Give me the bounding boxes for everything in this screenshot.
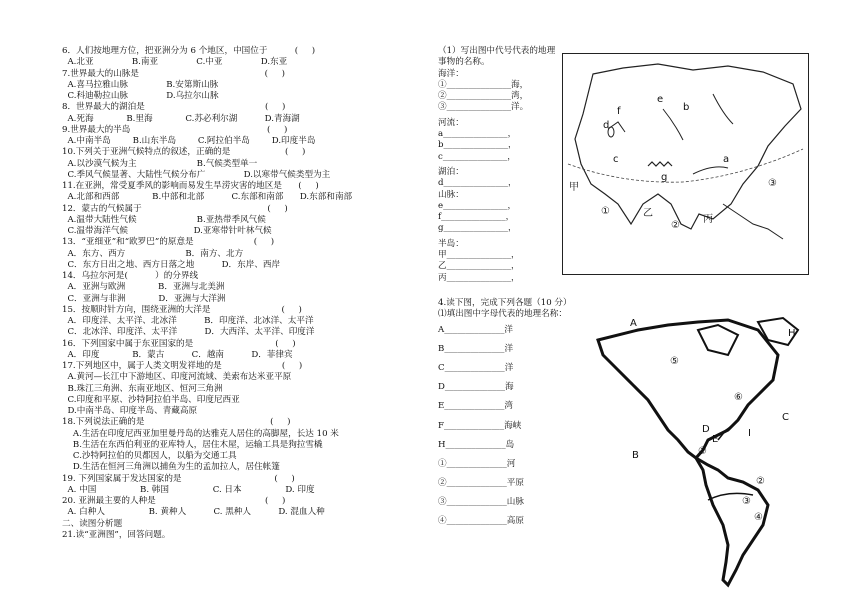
river-blank-b[interactable]: b_______________， (438, 140, 517, 151)
lake-blank-d[interactable]: d_______________， (438, 178, 517, 189)
mountain-blank-g[interactable]: g_______________， (438, 223, 517, 234)
map1-label-a: a (723, 154, 730, 165)
question-line: C．亚洲与非洲 D．亚洲与大洋洲 (62, 293, 226, 304)
americas-map (578, 300, 840, 592)
question-line: B.珠江三角洲、东南亚地区、恒河三角洲 (62, 383, 223, 394)
america-fill-section (438, 298, 578, 532)
river-blank-a[interactable]: a_______________， (438, 129, 517, 140)
asia-map-drawing (563, 54, 808, 274)
question-line: 12．蒙古的气候属于 ( ) (62, 203, 288, 214)
blank-plateau-4[interactable]: ④______________高原 (438, 516, 524, 527)
question-line: C.温带海洋气候 D.亚寒带针叶林气候 (62, 226, 272, 236)
question-line: A.以沙漠气候为主 B.气候类型单一 (62, 158, 258, 169)
question-line: A.黄河—长江中下游地区、印度河流域、美索布达米亚平原 (62, 372, 292, 383)
river-blank-c[interactable]: c_______________， (438, 151, 516, 162)
map2-label-2: ② (756, 476, 765, 487)
map2-label-A: A (630, 318, 637, 329)
question-line: 16．下列国家中属于东亚国家的是 ( ) (62, 338, 296, 349)
question-line: 18.下列说法正确的是 ( ) (62, 417, 291, 428)
ocean-label: 海洋： (438, 68, 464, 79)
question-line: C.季风气候显著、大陆性气候分布广 D.以寒带气候类型为主 (62, 169, 331, 180)
map2-label-I: I (748, 428, 751, 439)
question-line: 15．按顺时针方向，围绕亚洲的大洋是 ( ) (62, 304, 302, 315)
question-line: 10.下列关于亚洲气候特点的叙述，正确的是 ( ) (62, 147, 306, 158)
question-line: 19. 下列国家属于发达国家的是 ( ) (62, 473, 295, 484)
map2-label-E: E (712, 434, 719, 445)
q4-subtitle: ⑴填出图中字母代表的地理名称： (438, 309, 567, 320)
question-line: A. 中国 B. 韩国 C. 日本 D. 印度 (62, 484, 315, 495)
map1-label-1: ① (601, 206, 610, 217)
map2-label-6: ⑥ (734, 392, 743, 403)
map1-label-jia: 甲 (569, 182, 579, 193)
question-line: A. 白种人 B. 黄种人 C. 黑种人 D. 混血人种 (62, 507, 325, 518)
map2-label-5: ⑤ (670, 356, 679, 367)
map1-label-f: f (617, 106, 621, 117)
question-line: D.中南半岛、印度半岛、青藏高原 (62, 406, 198, 416)
question-line: 7.世界最大的山脉是 ( ) (62, 68, 285, 79)
peninsula-label: 半岛： (438, 238, 464, 249)
question-line: 二、读图分析题 (62, 518, 123, 529)
map1-label-3: ③ (768, 178, 777, 189)
question-line: 6．人们按地理方位，把亚洲分为 6 个地区，中国位于 ( ) (62, 46, 316, 56)
peninsula-blank-bing[interactable]: 丙_______________， (438, 272, 520, 283)
question-line: A．印度 B．蒙古 C．越南 D．菲律宾 (62, 349, 293, 360)
question-line: C．北冰洋、印度洋、太平洋 D．大西洋、太平洋、印度洋 (62, 327, 315, 338)
question-line: A.生活在印度尼西亚加里曼丹岛的达雅克人居住的高脚屋，长达 10 米 (62, 428, 339, 439)
mountain-label: 山脉： (438, 189, 464, 200)
blank-C[interactable]: C______________洋 (438, 362, 514, 373)
map1-label-bing: 丙 (703, 214, 713, 225)
question-line: C.沙特阿拉伯的贝都因人，以船为交通工具 (62, 451, 237, 461)
questions-column (62, 46, 432, 541)
question-line: A．亚洲与欧洲 B．亚洲与北美洲 (62, 282, 225, 293)
question-line: 13．“亚细亚”和“欧罗巴”的原意是 ( ) (62, 237, 275, 248)
map1-label-e: e (657, 94, 664, 105)
q4-title: 4.读下图，完成下列各题（10 分） (438, 298, 572, 308)
question-line: A．印度洋、太平洋、北冰洋 B．印度洋、北冰洋、太平洋 (62, 316, 314, 326)
question-line: C.科迪勒拉山脉 D.乌拉尔山脉 (62, 91, 219, 101)
map2-label-H: H (788, 328, 796, 339)
mountain-blank-f[interactable]: f_______________， (438, 212, 515, 223)
asia-map (562, 53, 809, 275)
river-label: 河流： (438, 117, 464, 128)
question-line: 21.读“亚洲图”，回答问题。 (62, 529, 171, 540)
blank-H[interactable]: H______________岛 (438, 439, 515, 450)
map2-label-B: B (632, 450, 639, 461)
map1-label-yi: 乙 (643, 208, 653, 219)
question-line: A.北亚 B.南亚 C.中亚 D.东亚 (62, 57, 288, 68)
ocean-blank-2[interactable]: ②_______________湾， (438, 91, 529, 102)
map2-label-1: ① (698, 446, 707, 457)
mountain-blank-e[interactable]: e_______________， (438, 200, 517, 211)
blank-B[interactable]: B______________洋 (438, 343, 514, 354)
peninsula-blank-jia[interactable]: 甲_______________， (438, 250, 520, 261)
question-line: A.北部和西部 B.中部和北部 C.东部和南部 D.东部和南部 (62, 192, 353, 203)
question-line: A.喜马拉雅山脉 B.安第斯山脉 (62, 79, 219, 90)
question-line: A．东方、西方 B．南方、北方 (62, 248, 244, 259)
blank-mountain-3[interactable]: ③______________山脉 (438, 497, 524, 508)
blank-D[interactable]: D______________海 (438, 382, 514, 393)
blank-A[interactable]: A______________洋 (438, 324, 513, 335)
question-line: 14．乌拉尔河是( ）的分界线 (62, 271, 199, 281)
question-line: D.生活在恒河三角洲以捕鱼为生的孟加拉人，居住帐篷 (62, 462, 280, 473)
blank-river-1[interactable]: ①______________河 (438, 458, 516, 469)
map2-label-D: D (702, 424, 710, 435)
map1-label-d: d (603, 120, 610, 131)
section-title-line1: （1）写出图中代号代表的地理 (438, 46, 556, 56)
question-line: 11.在亚洲，常受夏季风的影响而易发生旱涝灾害的地区是 ( ) (62, 181, 319, 191)
peninsula-blank-yi[interactable]: 乙_______________， (438, 261, 520, 272)
section-title-line2: 事物的名称。 (438, 57, 490, 68)
question-line: C.印度和平原、沙特阿拉伯半岛、印度尼西亚 (62, 394, 240, 405)
ocean-blank-1[interactable]: ①_______________海， (438, 79, 529, 90)
question-line: A.死海 B.里海 C.苏必利尔湖 D.青海湖 (62, 113, 300, 124)
map2-label-3: ③ (742, 496, 751, 507)
question-line: A.中南半岛 B.山东半岛 C.阿拉伯半岛 D.印度半岛 (62, 136, 316, 146)
map1-label-g: g (661, 172, 668, 183)
map2-label-4: ④ (754, 512, 763, 523)
blank-F[interactable]: F______________海峡 (438, 420, 522, 431)
americas-map-drawing (578, 300, 840, 592)
map1-label-c: c (613, 154, 619, 165)
question-line: C．东方日出之地、西方日落之地 D．东岸、西岸 (62, 259, 281, 270)
blank-plain-2[interactable]: ②______________平原 (438, 478, 524, 489)
blank-E[interactable]: E______________湾 (438, 401, 514, 412)
map1-label-b: b (683, 102, 690, 113)
map2-label-C: C (782, 412, 789, 423)
question-line: 8．世界最大的湖泊是 ( ) (62, 102, 286, 113)
map1-label-2: ② (671, 220, 680, 231)
question-line: 20. 亚洲最主要的人种是 ( ) (62, 496, 286, 506)
question-line: B.生活在东西伯利亚的亚库特人，居住木屋，运输工具是狗拉雪橇 (62, 439, 323, 450)
ocean-blank-3[interactable]: ③_______________洋。 (438, 102, 529, 113)
lake-label: 湖泊： (438, 166, 464, 177)
question-line: A.温带大陆性气候 B.亚热带季风气候 (62, 214, 266, 225)
question-line: 9.世界最大的半岛 ( ) (62, 124, 288, 135)
question-line: 17.下列地区中，属于人类文明发祥地的是 ( ) (62, 361, 303, 371)
